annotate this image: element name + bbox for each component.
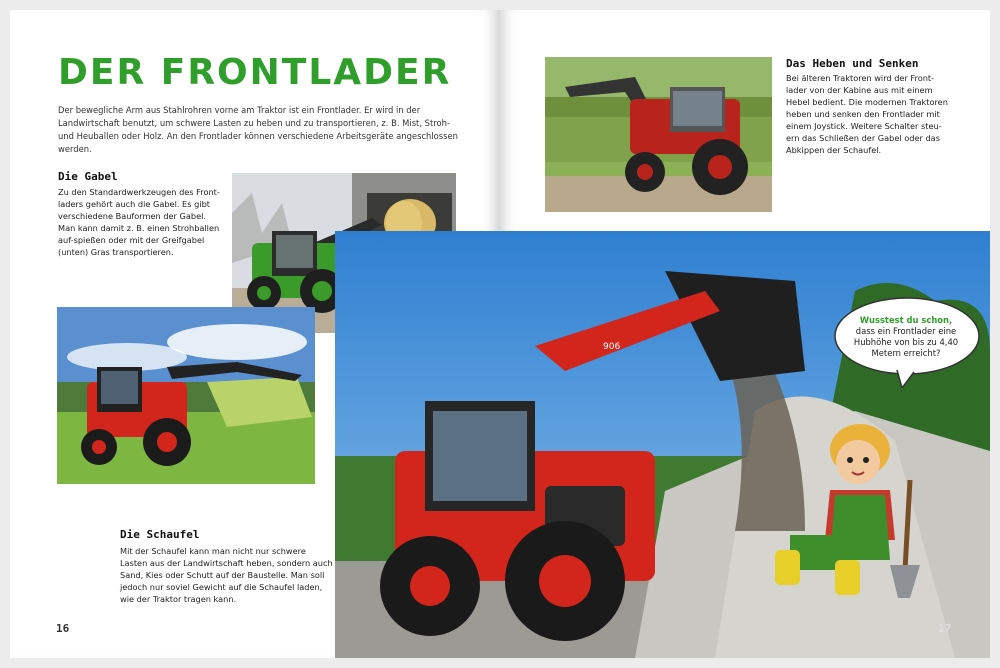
photo-red-tractor-fork <box>545 57 772 212</box>
bubble-question: Wusstest du schon, <box>859 315 953 325</box>
schaufel-text: Mit der Schaufel kann man nicht nur schwere Lasten aus der Landwirtschaft heben, sondern auch Sand, Kies oder Schutt auf der Baustelle. Man soll jedoch nur soviel Gewicht auf die Schaufel laden, wie der Traktor tragen kann. <box>120 546 333 604</box>
gabel-heading: Die Gabel <box>58 170 118 183</box>
page-number-right: 17 <box>938 622 952 635</box>
bubble-answer: dass ein Frontlader eine Hubhöhe von bis zu 4,40 Metern erreicht? <box>853 326 959 358</box>
photo-tractor-grass-grab <box>57 307 315 484</box>
intro-paragraph: Der bewegliche Arm aus Stahlrohren vorne am Traktor ist ein Frontlader. Er wird in der Landwirtschaft benutzt, um schwere Lasten zu heben und zu transportieren, z. B. Mist, Stroh- und Heuballen oder Holz. An den Frontlader können verschiedene Arbeitsgeräte angeschlossen werden. <box>58 105 458 154</box>
bubble-text <box>842 315 970 359</box>
heben-text: Bei älteren Traktoren wird der Front-lader von der Kabine aus mit einem Hebel bedient. Die modernen Traktoren heben und senken den Frontlader mit einem Joystick. Weitere Schalter steu-ern das Schließen der Gabel oder das Abkippen der Schaufel. <box>786 73 948 155</box>
page-title: DER FRONTLADER <box>58 52 452 93</box>
gabel-text: Zu den Standardwerkzeugen des Front-laders gehört auch die Gabel. Es gibt verschiedene Bauformen der Gabel. Man kann damit z. B. einen Strohballen auf-spießen oder mit der Greifgabel (unten) Gras transportieren. <box>58 187 220 257</box>
cartoon-farmer-character <box>770 420 930 600</box>
heben-heading: Das Heben und Senken <box>786 57 919 70</box>
page-number-left: 16 <box>56 622 70 635</box>
schaufel-heading: Die Schaufel <box>120 528 200 541</box>
loader-label: 906 <box>603 342 621 352</box>
